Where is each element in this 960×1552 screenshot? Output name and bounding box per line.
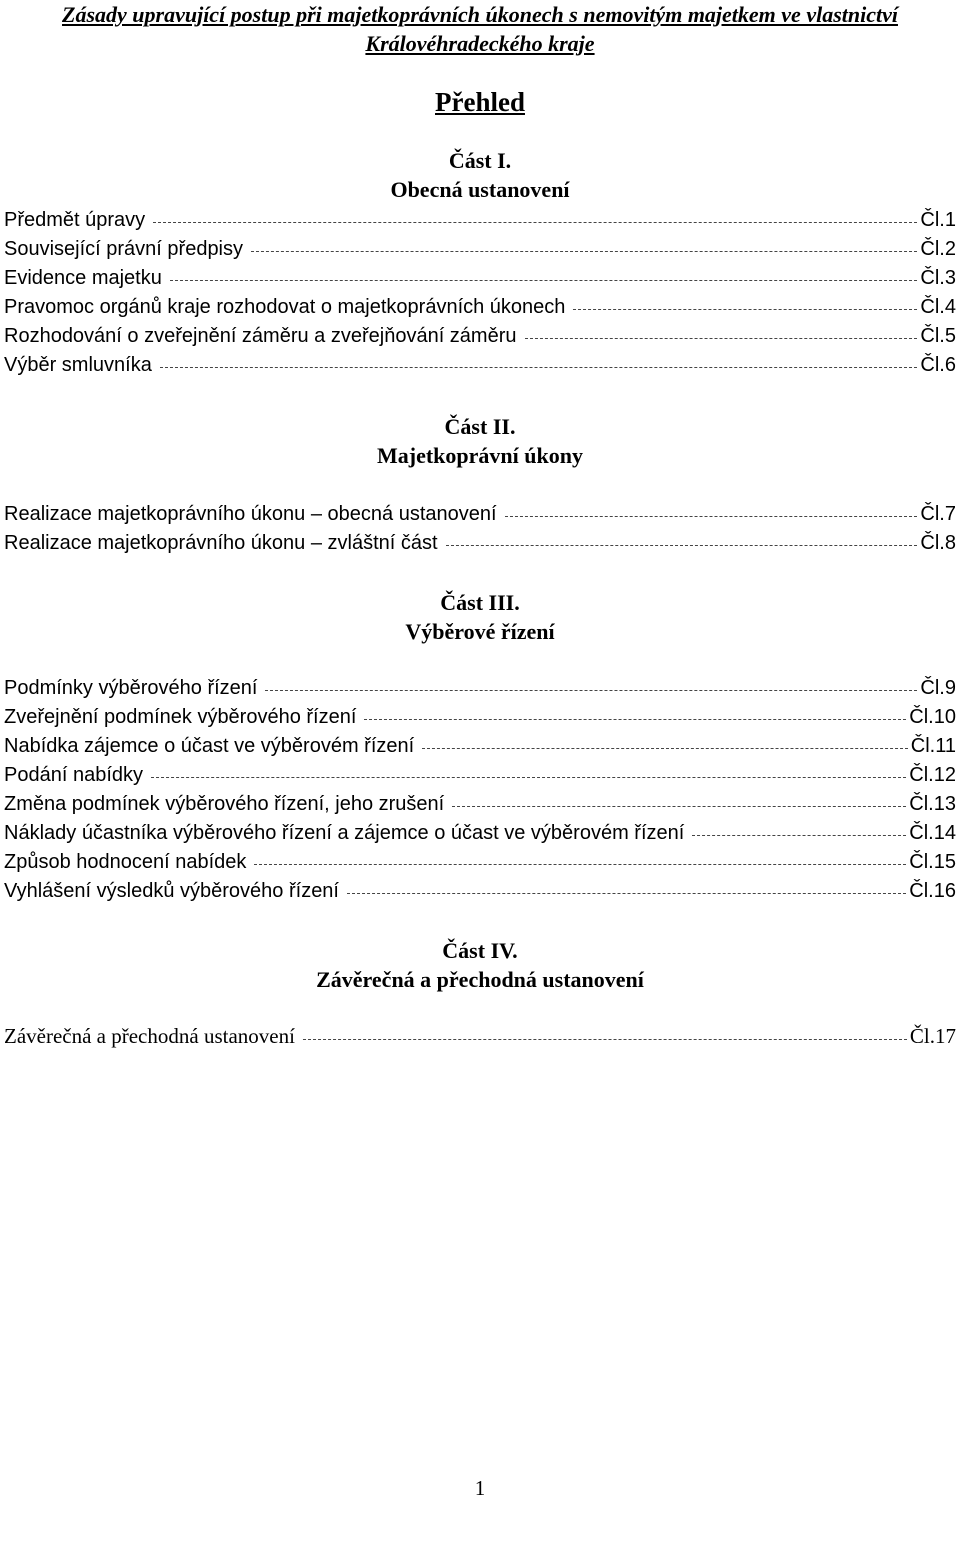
toc-entry[interactable] [4, 819, 956, 848]
toc-entry-label: Závěrečná a přechodná ustanovení [4, 1024, 295, 1048]
part-number: Část I. [448, 148, 512, 173]
part-4-toc [4, 1022, 956, 1051]
part-name: Majetkoprávní úkony [377, 443, 583, 468]
overview-heading: Přehled [435, 87, 525, 117]
toc-entry[interactable] [4, 703, 956, 732]
toc-entry[interactable] [4, 351, 956, 380]
toc-entry-ref: Čl.11 [910, 735, 956, 757]
part-4-heading [0, 936, 960, 994]
toc-entry-label: Související právní předpisy [4, 238, 244, 260]
toc-leader-dots [254, 864, 906, 865]
document-title: Zásady upravující postup při majetkoprávních úkonech s nemovitým majetkem ve vlastnictví Královéhradeckého kraje [62, 2, 898, 56]
toc-entry-label: Realizace majetkoprávního úkonu – obecná ustanovení [4, 503, 497, 525]
toc-entry-ref: Čl.5 [920, 325, 956, 347]
page-number: 1 [474, 1476, 486, 1500]
toc-entry-label: Změna podmínek výběrového řízení, jeho zrušení [4, 793, 445, 815]
toc-entry[interactable] [4, 235, 956, 264]
toc-entry[interactable] [4, 293, 956, 322]
toc-leader-dots [452, 806, 906, 807]
toc-entry-ref: Čl.7 [920, 503, 956, 525]
toc-leader-dots [303, 1039, 907, 1040]
toc-entry[interactable] [4, 732, 956, 761]
toc-entry-ref: Čl.1 [920, 209, 956, 231]
toc-entry-label: Rozhodování o zveřejnění záměru a zveřejňování záměru [4, 325, 517, 347]
toc-entry-ref: Čl.14 [909, 822, 956, 844]
toc-entry-label: Náklady účastníka výběrového řízení a zájemce o účast ve výběrovém řízení [4, 822, 685, 844]
part-1-heading [0, 146, 960, 204]
toc-entry-ref: Čl.12 [909, 764, 956, 786]
toc-leader-dots [525, 338, 918, 339]
toc-entry-ref: Čl.2 [920, 238, 956, 260]
toc-leader-dots [160, 367, 918, 368]
toc-entry-ref: Čl.13 [909, 793, 956, 815]
toc-leader-dots [573, 309, 917, 310]
toc-entry-label: Pravomoc orgánů kraje rozhodovat o majetkoprávních úkonech [4, 296, 566, 318]
toc-entry-ref: Čl.8 [920, 532, 956, 554]
toc-entry[interactable] [4, 264, 956, 293]
toc-entry-label: Způsob hodnocení nabídek [4, 851, 247, 873]
toc-entry[interactable] [4, 674, 956, 703]
toc-entry[interactable] [4, 790, 956, 819]
toc-entry[interactable] [4, 761, 956, 790]
toc-entry-ref: Čl.16 [909, 880, 956, 902]
toc-entry-ref: Čl.3 [920, 267, 956, 289]
toc-leader-dots [251, 251, 917, 252]
toc-leader-dots [170, 280, 918, 281]
toc-leader-dots [446, 545, 918, 546]
toc-entry-ref: Čl.10 [909, 706, 956, 728]
part-3-heading [0, 588, 960, 646]
part-name: Závěrečná a přechodná ustanovení [316, 967, 644, 992]
part-2-heading [0, 412, 960, 470]
toc-entry[interactable] [4, 848, 956, 877]
toc-leader-dots [505, 516, 918, 517]
toc-leader-dots [422, 748, 908, 749]
toc-entry-label: Podání nabídky [4, 764, 143, 786]
toc-leader-dots [364, 719, 906, 720]
part-name: Výběrové řízení [405, 619, 555, 644]
part-1-toc [4, 206, 956, 380]
toc-leader-dots [151, 777, 906, 778]
part-number: Část III. [440, 590, 520, 615]
toc-entry[interactable] [4, 206, 956, 235]
toc-entry-ref: Čl.4 [920, 296, 956, 318]
toc-entry[interactable] [4, 529, 956, 558]
toc-entry[interactable] [4, 1022, 956, 1051]
toc-entry-label: Nabídka zájemce o účast ve výběrovém řízení [4, 735, 415, 757]
toc-entry[interactable] [4, 322, 956, 351]
toc-entry-ref: Čl.15 [909, 851, 956, 873]
toc-entry-label: Podmínky výběrového řízení [4, 677, 258, 699]
toc-entry-label: Vyhlášení výsledků výběrového řízení [4, 880, 339, 902]
part-2-toc [4, 500, 956, 558]
part-name: Obecná ustanovení [390, 177, 570, 202]
toc-entry-label: Realizace majetkoprávního úkonu – zvláštní část [4, 532, 438, 554]
toc-entry-label: Evidence majetku [4, 267, 162, 289]
toc-leader-dots [265, 690, 917, 691]
toc-leader-dots [153, 222, 917, 223]
toc-entry-ref: Čl.6 [920, 354, 956, 376]
part-number: Část IV. [442, 938, 518, 963]
toc-entry-label: Předmět úpravy [4, 209, 146, 231]
toc-entry[interactable] [4, 877, 956, 906]
toc-leader-dots [347, 893, 906, 894]
toc-entry-label: Zveřejnění podmínek výběrového řízení [4, 706, 357, 728]
part-number: Část II. [444, 414, 516, 439]
toc-entry-label: Výběr smluvníka [4, 354, 152, 376]
toc-leader-dots [692, 835, 906, 836]
part-3-toc [4, 674, 956, 906]
toc-entry-ref: Čl.17 [909, 1024, 956, 1048]
toc-entry[interactable] [4, 500, 956, 529]
toc-entry-ref: Čl.9 [920, 677, 956, 699]
